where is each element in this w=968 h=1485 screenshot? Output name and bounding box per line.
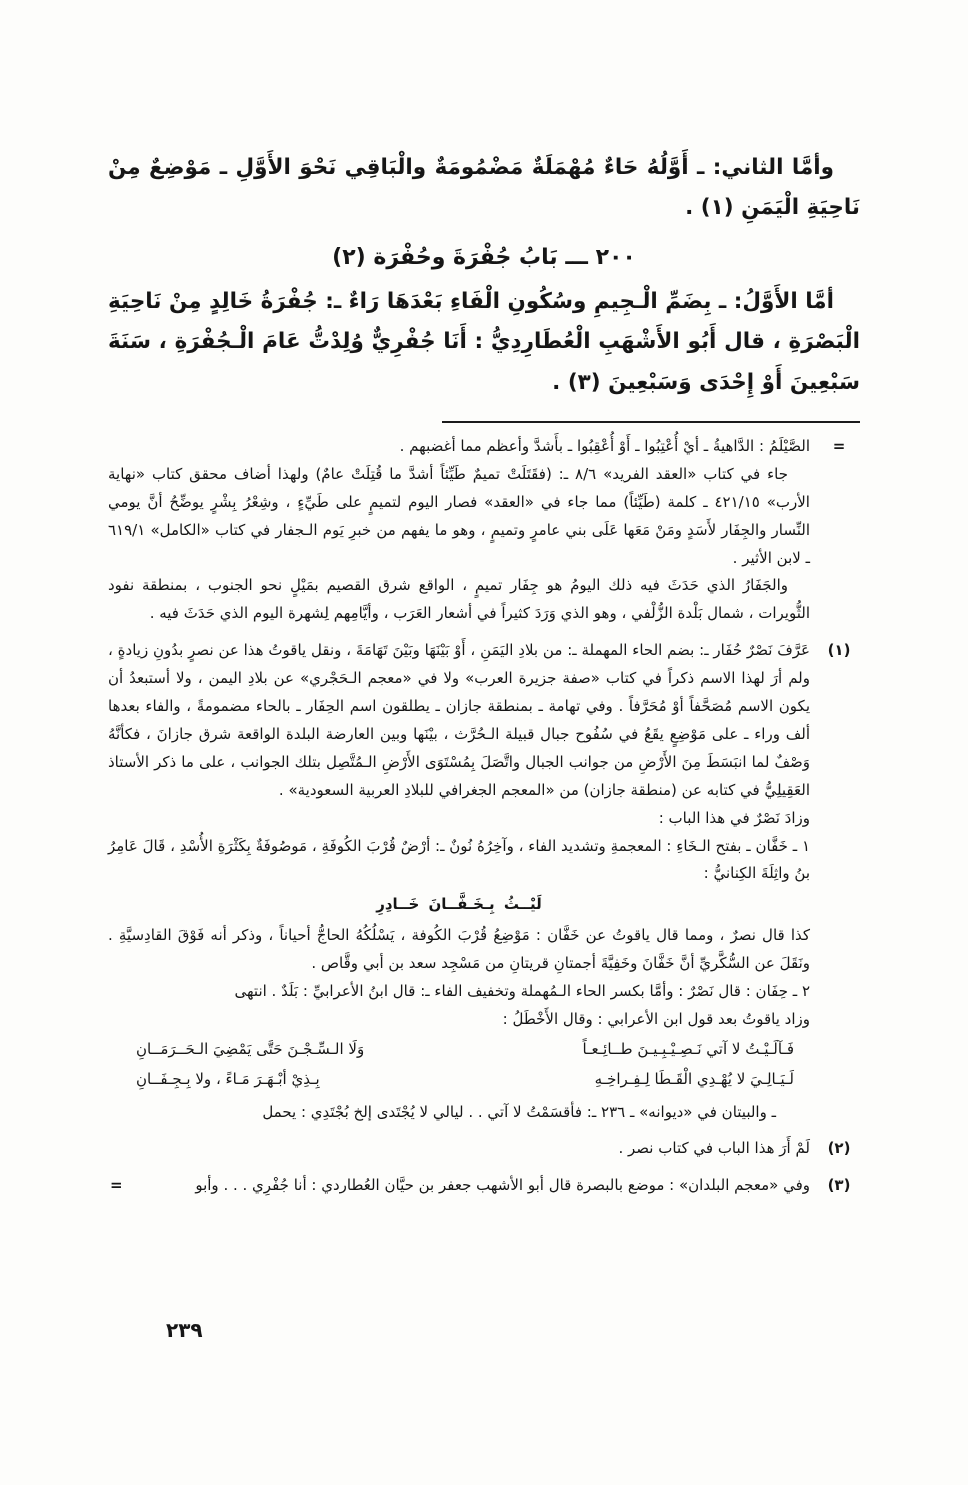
footnote-2-marker: (٢) [827,1139,851,1158]
footnote-paragraph [108,1172,810,1200]
verse-hemistich-left: بِـذِيْ أبْـهَـرَ مَـاءً ، ولا بِـجِـفَــانِ [136,1069,320,1088]
footnote-separator-rule [442,421,860,423]
footnote-continuation-end-marker: = [110,1176,123,1195]
footnote-1 [108,637,860,1126]
verse-line-single: لَيْــثُ بِـخَـفَّــانَ خَــادِرِ [376,895,542,914]
footnote-paragraph: الصَّيْلَمُ : الدَّاهيةُ ـ أيْ أُعْتِبُوا ـ أَوْ أُعْقِبُوا ـ بأَشدَّ وأعظم مما أغضبهم . [399,437,810,456]
verse-hemistich-right: فَـآلَـيْـتُ لا آتي نَـصِـيْـبِـيـنَ طــائِـعـاً [582,1039,794,1058]
footnote-3-body [108,1172,810,1200]
footnote-paragraph: وزادَ نَصْرٌ في هذا الباب : [658,808,810,827]
footnote-3 [108,1172,860,1200]
footnote-2-body [108,1135,810,1163]
footnote-continuation-body [108,433,810,628]
footnote-paragraph: والجَفَارُ الذي حَدَثَ فيه ذلك اليومُ هو جِفَار تميمٍ ، الواقع شرق القصيم بمَيْلٍ نحو الجنوب ، بمنطقة نفود الثُّويرات ، شمال بَلْدة الزُّلْفي ، وهو الذي وَرَدَ كثيراً في أشعار العَرَب ، وأيَّامِهم لِشهرة اليوم الذي حَدَثَ فيه . [108,576,810,623]
verse-line-2 [108,1066,810,1094]
main-paragraph-1: وأمَّا الثاني: ـ أَوَّلُهُ حَاءٌ مُهْمَلَةٌ مَضْمُومَةٌ والْبَاقِي نَحْوَ الأَوَّلِ ـ مَوْضِعٌ مِنْ نَاحِيَةِ الْيَمَنِ (١) . [108,155,860,221]
footnote-1-body [108,637,810,1126]
page-content [108,148,860,1200]
footnote-continuation [108,433,860,628]
footnote-continuation-marker: = [832,437,846,456]
chapter-heading: ٢٠٠ ـــ بَابُ جُفْرَةَ وحُفْرَة (٢) [332,244,636,270]
footnote-citation: ـ والبيتان في «ديوانه» ـ ٢٣٦ ـ: فأقسَمْتُ لا آتي . . ليالي لا يُجْتَدى إلخ بُجْتَدِي : يحمل [262,1102,776,1121]
footnote-paragraph: عَرَّفَ نَصْرٌ حُفَار ـ: بضم الحاء المهملة ـ: من بلادِ اليَمَنِ ، أَوْ بَيْنَهَا وبَيْنَ تَهَامَةَ ، ونقل ياقوتُ هذا عن نصرٍ بدُونِ زيادةٍ ، ولم أرَ لهذا الاسم ذكراً في كتاب «صفة جزيرة العرب» ولا في «معجم الـحَجْري» عن بلادِ اليمن ، ولا أستبعدُ أن يكون الاسم مُصَحَّفاً أوْ مُحَرَّفاً . وفي تهامة ـ بمنطقة جازان ـ يطلقون اسم الحِفَار ـ بالحاء مضمومةً ، والفاء بعدها ألف وراء ـ على مَوْضِعٍ يقَعُ في سُفُوح جبال قبيلة الـحُرَّث ، بيْنَها وبين العارضة البلدة الواقعة شرق جازانَ ، فكأنَّهُ وَصْفٌ لما انبَسَطَ مِنَ الأَرْضِ من جوانب الجبال واتَّصَلَ بِمُسْتَوَى الأَرْضِ الـمُتَّصِل بتلك الجوانب ، على ما ذكر الأستاذ العَقِيلِيُّ في كتابه عن (منطقة جازان) من «المعجم الجغرافي للبلادِ العربية السعودية» . [108,641,810,799]
footnote-1-marker: (١) [827,641,851,660]
footnote-paragraph: وزاد ياقوتُ بعد قول ابن الأعرابي : وقال الأَخْطَلُ : [502,1009,810,1028]
footnotes-section [108,433,860,1200]
page-number: ٢٣٩ [166,1318,203,1342]
footnote-3-text: وفي «معجم البلدان» : موضع بالبصرة قال أبو الأشهب جعفر بن حيَّان العُطاردي : أنا جُفْرِي . . . وأبو [195,1176,810,1195]
footnote-paragraph: ٢ ـ حِفَان : قال نَصْرٌ : وأمَّا بكسر الحاء الـمُهملة وتخفيف الفاء ـ: قال ابنُ الأعرابيِّ : بَلَدٌ . انتهى [234,981,810,1000]
main-paragraph-2: أمَّا الأَوَّلُ: ـ بِضَمِّ الْـجِيمِ وسُكُونِ الْفَاءِ بَعْدَهَا رَاءٌ ـ: جُفْرَةُ خَالِدٍ مِنْ نَاحِيَةِ الْبَصْرَةِ ، قال أَبُو الأَشْهَبِ الْعُطَارِدِيُّ : أَنَا جُفْرِيٌّ وُلِدْتُّ عَامَ الْـجُفْرَةِ ، سَنَةَ سَبْعِينَ أَوْ إِحْدَى وَسَبْعِينَ (٣) . [108,288,860,395]
footnote-2 [108,1135,860,1163]
verse-line-1 [108,1036,810,1064]
footnote-paragraph: جاء في كتاب «العقد الفريد» ٨/٦ ـ: (فقَتَلَتْ تميمٌ طَيِّئاً أشدَّ ما قُتِلَتْ عامٌ) ولهذا أضاف محقق كتاب «نهاية الأرب» ٤٢١/١٥ ـ كلمة (طَيِّئاً) مما جاء في «العقد» فصار اليوم لتميمٍ على طَيِّءٍ ، وشِعْرُ بِشْرٍ يوضِّحُ أنَّ يومي النِّسار والجِفَار لأَسَدٍ ومَنْ مَعَها عَلَى بني عامرٍ وتميمٍ ، وهو ما يفهم من خبرِ يَوم الـجفار في كتاب «الكامل» ٦١٩/١ ـ لابن الأثير . [108,464,810,567]
footnote-paragraph: لَمْ أَرَ هذا الباب في كتاب نصر . [618,1139,810,1158]
footnote-3-marker: (٣) [827,1176,851,1195]
footnote-paragraph: ١ ـ خَفَّان ـ بفتح الـخَاءِ : المعجمةِ وتشديد الفاء ، وآخِرُهُ نُونٌ ـ: أرْضٌ قُرْبَ الكُوفَةِ ، مَوصُوفَةٌ بِكَثْرَةِ الأُسْدِ ، قَالَ عَامِرُ بنُ واثِلَةَ الكِنانيُّ : [108,836,810,883]
footnote-paragraph: كذا قال نصرٌ ، ومما قال ياقوتُ عن خَفَّان : مَوْضِعُ قُرْبَ الكُوفة ، يَسْلُكُهُ الحاجُّ أحياناً ، وذكر أنه فَوْقَ القادِسيَّةِ . ونَقَلَ عن السُّكَّريِّ أنَّ خَفَّانَ وخَفِيَّةَ أجمتانِ قريتانِ من مَسْجِد سعد بن أبي وقَّاص . [108,926,810,973]
verse-hemistich-left: وَلَا الـسِّـجْـنَ حَتَّى يَمْضِيَ الـحَــرَمَــانِ [136,1039,365,1058]
verse-hemistich-right: لَـيَـالِـيَ لا يُهْـدِي الْقَـطَا لِـفِـراخِـهِ [594,1069,794,1088]
